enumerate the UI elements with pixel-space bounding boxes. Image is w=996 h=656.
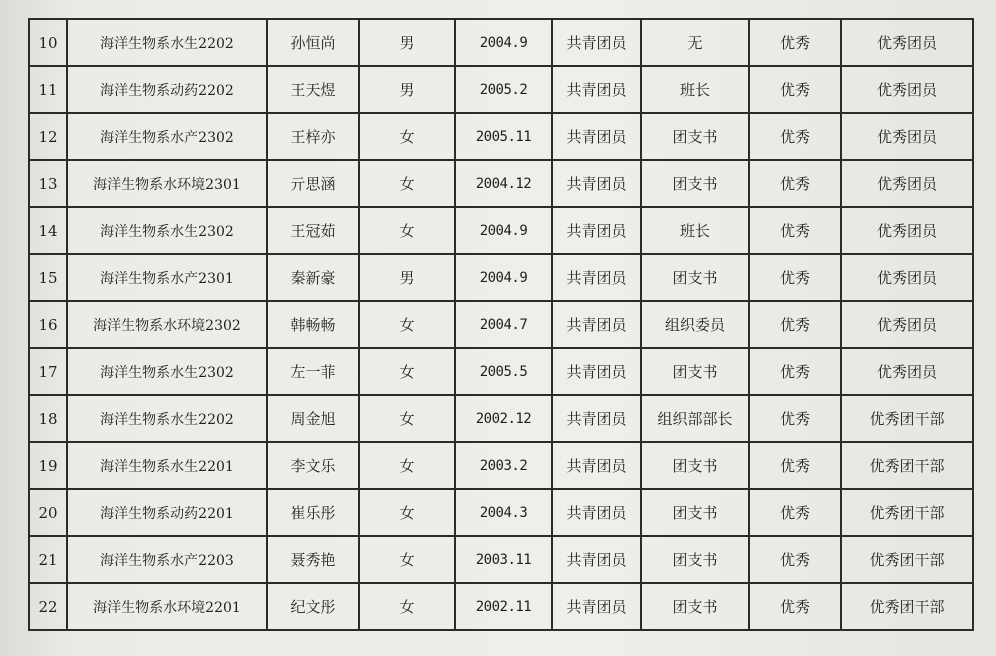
class-cell: 海洋生物系动药2202 [67, 66, 267, 113]
evaluation-cell: 优秀 [749, 66, 841, 113]
award-cell: 优秀团员 [841, 160, 973, 207]
award-cell: 优秀团干部 [841, 536, 973, 583]
political-status-cell: 共青团员 [552, 442, 641, 489]
class-cell: 海洋生物系水生2302 [67, 207, 267, 254]
class-cell: 海洋生物系水产2203 [67, 536, 267, 583]
evaluation-cell: 优秀 [749, 583, 841, 630]
position-cell: 组织委员 [641, 301, 749, 348]
evaluation-cell: 优秀 [749, 207, 841, 254]
class-cell: 海洋生物系动药2201 [67, 489, 267, 536]
birth-date-cell: 2004.9 [455, 19, 552, 66]
position-cell: 班长 [641, 66, 749, 113]
row-number: 11 [29, 66, 67, 113]
row-number: 22 [29, 583, 67, 630]
political-status-cell: 共青团员 [552, 160, 641, 207]
birth-date-cell: 2004.3 [455, 489, 552, 536]
name-cell: 秦新豪 [267, 254, 359, 301]
table-row [29, 160, 973, 207]
position-cell: 班长 [641, 207, 749, 254]
evaluation-cell: 优秀 [749, 395, 841, 442]
political-status-cell: 共青团员 [552, 395, 641, 442]
row-number: 20 [29, 489, 67, 536]
class-cell: 海洋生物系水生2202 [67, 395, 267, 442]
political-status-cell: 共青团员 [552, 19, 641, 66]
name-cell: 王天煜 [267, 66, 359, 113]
position-cell: 团支书 [641, 442, 749, 489]
political-status-cell: 共青团员 [552, 536, 641, 583]
table-row [29, 254, 973, 301]
award-cell: 优秀团员 [841, 66, 973, 113]
award-cell: 优秀团干部 [841, 442, 973, 489]
name-cell: 纪文彤 [267, 583, 359, 630]
position-cell: 团支书 [641, 536, 749, 583]
political-status-cell: 共青团员 [552, 583, 641, 630]
class-cell: 海洋生物系水环境2301 [67, 160, 267, 207]
table-row [29, 489, 973, 536]
position-cell: 团支书 [641, 348, 749, 395]
birth-date-cell: 2004.7 [455, 301, 552, 348]
name-cell: 周金旭 [267, 395, 359, 442]
political-status-cell: 共青团员 [552, 66, 641, 113]
name-cell: 左一菲 [267, 348, 359, 395]
gender-cell: 女 [359, 160, 455, 207]
political-status-cell: 共青团员 [552, 113, 641, 160]
evaluation-cell: 优秀 [749, 536, 841, 583]
position-cell: 团支书 [641, 254, 749, 301]
row-number: 12 [29, 113, 67, 160]
birth-date-cell: 2005.11 [455, 113, 552, 160]
row-number: 21 [29, 536, 67, 583]
table-row [29, 583, 973, 630]
name-cell: 王冠茹 [267, 207, 359, 254]
row-number: 14 [29, 207, 67, 254]
award-cell: 优秀团员 [841, 19, 973, 66]
award-cell: 优秀团员 [841, 113, 973, 160]
name-cell: 王梓亦 [267, 113, 359, 160]
award-cell: 优秀团员 [841, 348, 973, 395]
evaluation-cell: 优秀 [749, 254, 841, 301]
name-cell: 孙恒尚 [267, 19, 359, 66]
table-row [29, 395, 973, 442]
political-status-cell: 共青团员 [552, 348, 641, 395]
award-cell: 优秀团干部 [841, 395, 973, 442]
birth-date-cell: 2004.12 [455, 160, 552, 207]
birth-date-cell: 2004.9 [455, 207, 552, 254]
name-cell: 崔乐彤 [267, 489, 359, 536]
table-row [29, 301, 973, 348]
table-row [29, 113, 973, 160]
table-row [29, 207, 973, 254]
award-cell: 优秀团员 [841, 207, 973, 254]
gender-cell: 女 [359, 536, 455, 583]
position-cell: 无 [641, 19, 749, 66]
student-award-table [28, 18, 974, 631]
row-number: 17 [29, 348, 67, 395]
gender-cell: 女 [359, 207, 455, 254]
class-cell: 海洋生物系水产2301 [67, 254, 267, 301]
gender-cell: 女 [359, 583, 455, 630]
birth-date-cell: 2002.11 [455, 583, 552, 630]
table-row [29, 66, 973, 113]
political-status-cell: 共青团员 [552, 207, 641, 254]
class-cell: 海洋生物系水生2202 [67, 19, 267, 66]
evaluation-cell: 优秀 [749, 489, 841, 536]
row-number: 19 [29, 442, 67, 489]
gender-cell: 女 [359, 489, 455, 536]
gender-cell: 女 [359, 395, 455, 442]
table-row [29, 19, 973, 66]
row-number: 10 [29, 19, 67, 66]
award-cell: 优秀团干部 [841, 583, 973, 630]
row-number: 15 [29, 254, 67, 301]
birth-date-cell: 2003.2 [455, 442, 552, 489]
gender-cell: 女 [359, 301, 455, 348]
evaluation-cell: 优秀 [749, 442, 841, 489]
name-cell: 聂秀艳 [267, 536, 359, 583]
evaluation-cell: 优秀 [749, 348, 841, 395]
birth-date-cell: 2002.12 [455, 395, 552, 442]
table-row [29, 348, 973, 395]
class-cell: 海洋生物系水生2302 [67, 348, 267, 395]
gender-cell: 男 [359, 66, 455, 113]
birth-date-cell: 2003.11 [455, 536, 552, 583]
gender-cell: 女 [359, 113, 455, 160]
birth-date-cell: 2005.2 [455, 66, 552, 113]
evaluation-cell: 优秀 [749, 160, 841, 207]
position-cell: 团支书 [641, 583, 749, 630]
gender-cell: 女 [359, 442, 455, 489]
row-number: 16 [29, 301, 67, 348]
position-cell: 组织部部长 [641, 395, 749, 442]
class-cell: 海洋生物系水生2201 [67, 442, 267, 489]
political-status-cell: 共青团员 [552, 254, 641, 301]
position-cell: 团支书 [641, 160, 749, 207]
birth-date-cell: 2004.9 [455, 254, 552, 301]
gender-cell: 男 [359, 254, 455, 301]
political-status-cell: 共青团员 [552, 489, 641, 536]
position-cell: 团支书 [641, 489, 749, 536]
class-cell: 海洋生物系水产2302 [67, 113, 267, 160]
position-cell: 团支书 [641, 113, 749, 160]
name-cell: 韩畅畅 [267, 301, 359, 348]
award-cell: 优秀团员 [841, 301, 973, 348]
row-number: 13 [29, 160, 67, 207]
award-cell: 优秀团干部 [841, 489, 973, 536]
evaluation-cell: 优秀 [749, 19, 841, 66]
gender-cell: 女 [359, 348, 455, 395]
name-cell: 亓思涵 [267, 160, 359, 207]
name-cell: 李文乐 [267, 442, 359, 489]
table-row [29, 536, 973, 583]
class-cell: 海洋生物系水环境2302 [67, 301, 267, 348]
birth-date-cell: 2005.5 [455, 348, 552, 395]
class-cell: 海洋生物系水环境2201 [67, 583, 267, 630]
table-row [29, 442, 973, 489]
gender-cell: 男 [359, 19, 455, 66]
row-number: 18 [29, 395, 67, 442]
evaluation-cell: 优秀 [749, 113, 841, 160]
political-status-cell: 共青团员 [552, 301, 641, 348]
evaluation-cell: 优秀 [749, 301, 841, 348]
award-cell: 优秀团员 [841, 254, 973, 301]
